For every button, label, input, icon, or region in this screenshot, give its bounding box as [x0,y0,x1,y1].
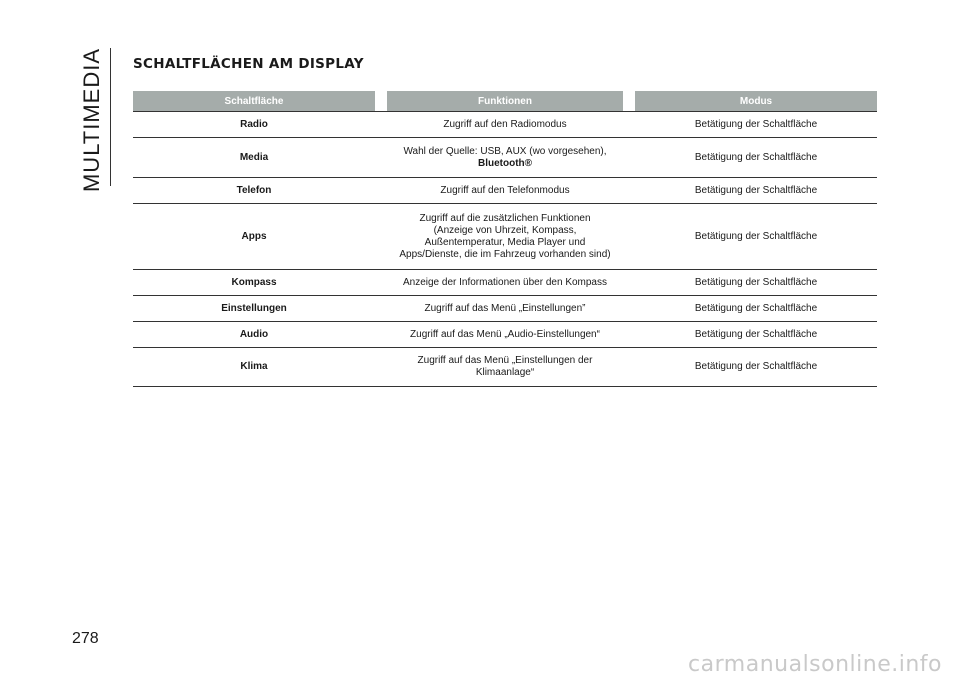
mode-cell: Betätigung der Schaltfläche [635,296,877,322]
column-gap [623,270,635,296]
header-button: Schaltfläche [133,91,375,111]
table-header-row [133,91,877,111]
function-cell [387,296,623,322]
header-gap [375,91,387,111]
column-gap [375,204,387,270]
mode-cell: Betätigung der Schaltfläche [635,322,877,348]
function-line: Zugriff auf das Menü „Einstellungen der [417,355,593,366]
column-gap [623,322,635,348]
mode-cell: Betätigung der Schaltfläche [635,204,877,270]
function-line: Anzeige der Informationen über den Kompass [402,276,607,288]
side-divider [110,48,111,186]
column-gap [375,322,387,348]
table-row [133,348,877,387]
function-cell [387,348,623,387]
function-line: Zugriff auf das Menü „Einstellungen” [424,302,586,314]
function-line: Klimaanlage“ [475,367,535,378]
header-function: Funktionen [387,91,623,111]
column-gap [375,348,387,387]
function-line: Zugriff auf den Radiomodus [443,118,567,130]
function-cell [387,111,623,138]
footer-watermark: carmanualsonline.info [688,652,942,677]
table-row [133,138,877,178]
button-name-cell: Media [133,138,375,178]
column-gap [623,111,635,138]
function-cell [387,178,623,204]
mode-cell: Betätigung der Schaltfläche [635,348,877,387]
mode-cell: Betätigung der Schaltfläche [635,111,877,138]
function-cell [387,322,623,348]
function-line: (Anzeige von Uhrzeit, Kompass, [433,224,577,236]
function-line: Apps/Dienste, die im Fahrzeug vorhanden sind) [399,248,611,260]
column-gap [375,296,387,322]
mode-cell: Betätigung der Schaltfläche [635,270,877,296]
table-row [133,111,877,138]
header-mode: Modus [635,91,877,111]
column-gap [623,296,635,322]
button-name-cell: Apps [133,204,375,270]
function-line: Zugriff auf die zusätzlichen Funktionen [419,212,591,224]
mode-cell: Betätigung der Schaltfläche [635,178,877,204]
side-tab [72,47,112,193]
table-row [133,178,877,204]
display-buttons-table [133,91,877,387]
header-gap [623,91,635,111]
function-cell [387,138,623,178]
function-cell [387,270,623,296]
button-name-cell: Radio [133,111,375,138]
table-row [133,322,877,348]
column-gap [623,178,635,204]
column-gap [623,204,635,270]
function-line: Außentemperatur, Media Player und [424,236,586,248]
button-name-cell: Kompass [133,270,375,296]
function-line: Zugriff auf den Telefonmodus [440,184,570,196]
column-gap [623,138,635,178]
button-name-cell: Audio [133,322,375,348]
side-tab-label: MULTIMEDIA [79,47,104,193]
table-row [133,296,877,322]
column-gap [375,111,387,138]
mode-cell: Betätigung der Schaltfläche [635,138,877,178]
column-gap [375,270,387,296]
button-name-cell: Einstellungen [133,296,375,322]
column-gap [375,138,387,178]
function-line-bold: Bluetooth® [477,157,533,169]
page-number: 278 [72,630,99,647]
section-title: SCHALTFLÄCHEN AM DISPLAY [133,56,364,72]
button-name-cell: Klima [133,348,375,387]
table-row [133,270,877,296]
function-line: Zugriff auf das Menü „Audio-Einstellungen“ [410,328,600,340]
function-line: Wahl der Quelle: USB, AUX (wo vorgesehen), [403,145,607,157]
column-gap [623,348,635,387]
column-gap [375,178,387,204]
table-row [133,204,877,270]
table-body [133,111,877,387]
button-name-cell: Telefon [133,178,375,204]
function-cell [387,204,623,270]
